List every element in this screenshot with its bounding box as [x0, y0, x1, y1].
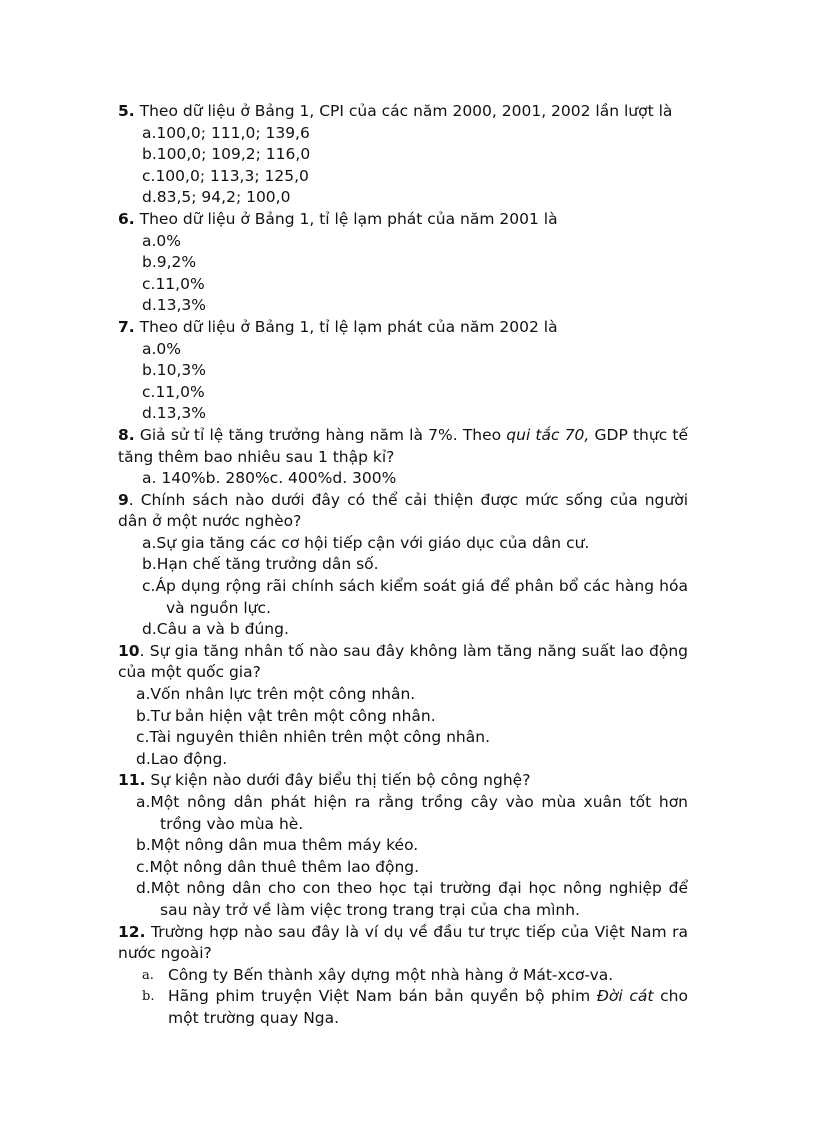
option-marker: b.	[142, 989, 155, 1005]
option-c: c.Áp dụng rộng rãi chính sách kiểm soát giá để phân bổ các hàng hóa và nguồn lực.	[142, 577, 688, 617]
option-b	[118, 986, 688, 1029]
question-stem: Theo dữ liệu ở Bảng 1, tỉ lệ lạm phát của năm 2001 là	[139, 209, 558, 228]
question-7	[118, 317, 688, 339]
question-5	[118, 101, 688, 123]
question-stem-after: GDP thực tế tăng thêm bao nhiêu sau 1 thập kỉ?	[118, 425, 688, 466]
option-a: a.Một nông dân phát hiện ra rằng trồng cây vào mùa xuân tốt hơn trồng vào mùa hè.	[136, 793, 688, 833]
question-stem: . Sự gia tăng nhân tố nào sau đây không làm tăng năng suất lao động của một quốc gia?	[118, 641, 688, 682]
option-d: d.13,3%	[142, 296, 207, 315]
option-a: a.100,0; 111,0; 139,6	[142, 123, 310, 142]
question-11	[118, 770, 688, 792]
option-c: c.11,0%	[142, 382, 205, 401]
option-d: d.Câu a và b đúng.	[142, 620, 289, 639]
question-10	[118, 641, 688, 684]
option-b: b.Hạn chế tăng trưởng dân số.	[142, 555, 379, 574]
option-text-before: Hãng phim truyện Việt Nam bán bản quyền bộ phim	[168, 987, 597, 1006]
question-stem-italic: qui tắc 70,	[506, 425, 590, 444]
question-number: 9	[118, 490, 129, 509]
question-stem: Trường hợp nào sau đây là ví dụ về đầu tư trực tiếp của Việt Nam ra nước ngoài?	[118, 922, 688, 963]
question-stem: Theo dữ liệu ở Bảng 1, CPI của các năm 2000, 2001, 2002 lần lượt là	[139, 102, 673, 120]
option-a: a.Sự gia tăng các cơ hội tiếp cận với giáo dục của dân cư.	[142, 533, 590, 552]
question-8	[118, 425, 688, 468]
question-number: 8.	[118, 425, 135, 444]
question-stem: Sự kiện nào dưới đây biểu thị tiến bộ công nghệ?	[145, 771, 531, 790]
question-9	[118, 490, 688, 533]
question-stem: Theo dữ liệu ở Bảng 1, tỉ lệ lạm phát của năm 2002 là	[139, 317, 558, 336]
option-a: a.Vốn nhân lực trên một công nhân.	[136, 685, 416, 704]
question-stem: . Chính sách nào dưới đây có thể cải thiện được mức sống của người dân ở một nước nghèo?	[118, 490, 688, 531]
question-number: 11.	[118, 771, 146, 790]
option-b: b.100,0; 109,2; 116,0	[142, 145, 311, 164]
question-12	[118, 922, 688, 965]
option-b: b.Một nông dân mua thêm máy kéo.	[136, 836, 419, 855]
option-c: c.100,0; 113,3; 125,0	[142, 166, 309, 185]
exam-page	[118, 101, 688, 1030]
question-6	[118, 209, 688, 231]
question-number: 12.	[118, 922, 146, 941]
option-marker: a.	[142, 967, 154, 983]
option-c: c.Một nông dân thuê thêm lao động.	[136, 857, 420, 876]
option-c: c.11,0%	[142, 274, 205, 293]
option-a	[118, 965, 688, 987]
option-c: c.Tài nguyên thiên nhiên trên một công nhân.	[136, 728, 490, 747]
film-title: Đời cát	[596, 987, 654, 1006]
option-text	[168, 986, 688, 1029]
option-a: a.0%	[142, 231, 182, 250]
question-number: 6.	[118, 209, 135, 228]
option-b: b.9,2%	[142, 253, 197, 272]
option-b: b.Tư bản hiện vật trên một công nhân.	[136, 706, 436, 725]
question-number: 7.	[118, 317, 135, 336]
question-number: 5.	[118, 102, 135, 120]
option-d: d.Một nông dân cho con theo học tại trường đại học nông nghiệp để sau này trở về làm việc trong trang trại của cha mình.	[136, 879, 688, 919]
question-stem-before: Giả sử tỉ lệ tăng trưởng hàng năm là 7%. Theo	[139, 425, 507, 444]
options-line: a. 140%b. 280%c. 400%d. 300%	[142, 469, 397, 488]
option-b: b.10,3%	[142, 361, 207, 380]
option-text: Công ty Bến thành xây dựng một nhà hàng ở Mát-xcơ-va.	[168, 965, 614, 984]
option-text-after: cho một trường quay Nga.	[168, 987, 688, 1027]
option-d: d.Lao động.	[136, 749, 228, 768]
option-d: d.83,5; 94,2; 100,0	[142, 188, 291, 207]
question-number: 10	[118, 641, 140, 660]
option-a: a.0%	[142, 339, 182, 358]
option-d: d.13,3%	[142, 404, 207, 423]
